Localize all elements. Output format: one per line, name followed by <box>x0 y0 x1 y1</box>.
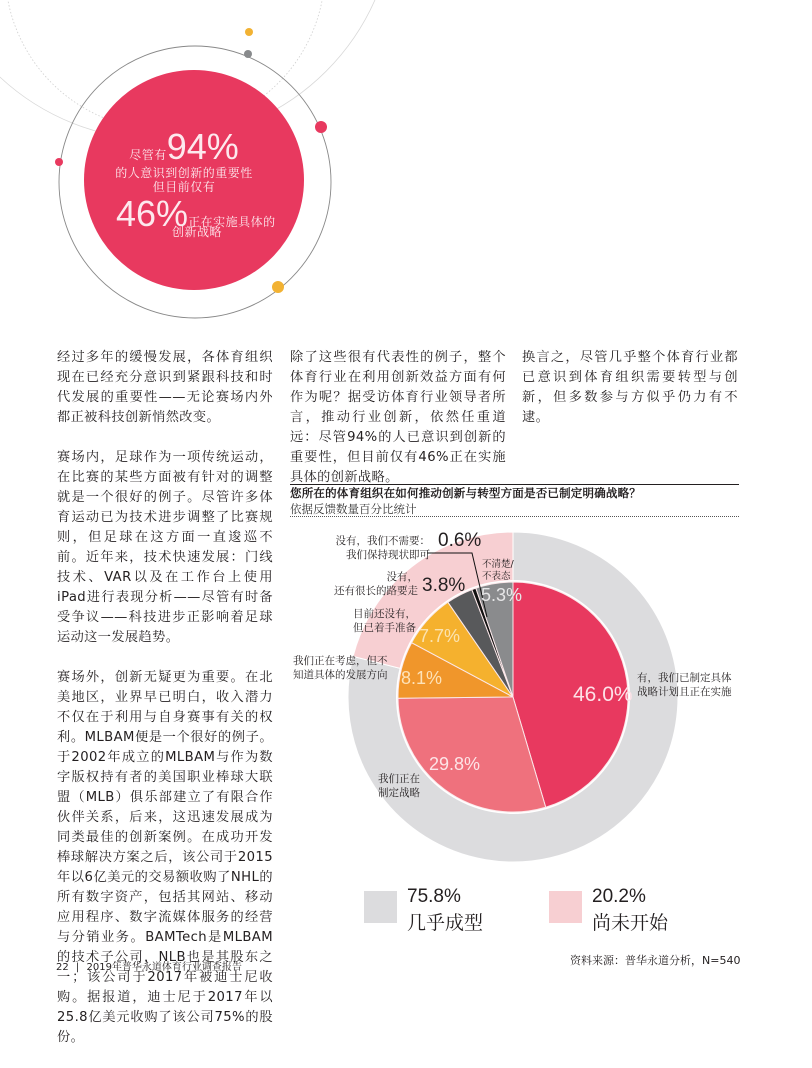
value-46.0: 46.0% <box>573 683 633 706</box>
label-preparing: 目前还没有， 但已着手准备 <box>353 608 416 634</box>
paragraph: 赛场外，创新无疑更为重要。在北美地区，业界早已明白，收入潜力不仅在于利用与自身赛事有关的权利。MLBAM便是一个很好的例子。于2002年成立的MLBAM与作为数字版权持有者的美国职业棒球大联盟（MLB）俱乐部建立了有限合作伙伴关系，后来，这迅速发展成为同类最佳的创新案例。在成功开发棒球解决方案之后，该公司于2015年以6亿美元的交易额收购了NHL的所有数字资产，包括其网站、移动应用程序、数字流媒体服务的经营与分销业务。BAMTech是MLBAM的技术子公司，NLB也是其股东之一；该公司于2017年被迪士尼收购。据报道，迪士尼于2017年以25.8亿美元收购了该公司75%的股份。 <box>57 670 273 1045</box>
page-number: 22 <box>56 962 69 973</box>
paragraph: 换言之，尽管几乎整个体育行业都已意识到体育组织需要转型与创新，但多数参与方似乎仍力有不逮。 <box>522 350 738 425</box>
paragraph: 赛场内，足球作为一项传统运动，在比赛的某些方面被有针对的调整就是一个很好的例子。尽管许多体育运动已为技术进步调整了比赛规则，但足球在这方面一直逡巡不前。近年来，技术快速发展：门线技术、VAR以及在工作台上使用iPad进行表现分析——尽管有时备受争议——科技进步正影响着足球运动这一发展趋势。 <box>57 450 273 645</box>
footer-separator: | <box>75 962 80 973</box>
legend-swatch-not-started <box>549 891 582 923</box>
report-title: 2019年普华永道体育行业调查报告 <box>86 962 242 973</box>
label-unclear: 不清楚/ 不表态 <box>482 559 514 582</box>
label-long-way: 没有， 还有很长的路要走 <box>334 571 418 597</box>
value-7.7: 7.7% <box>419 626 461 646</box>
hero-line5: 创新战略 <box>172 225 223 240</box>
paragraph: 除了这些很有代表性的例子，整个体育行业在利用创新效益方面有何作为呢？据受访体育行业领导者所言，推动行业创新，依然任重道远：尽管94%的人已意识到创新的重要性，但目前仅有46%正在实施具体的创新战略。 <box>290 350 506 485</box>
value-3.8: 3.8% <box>422 575 466 596</box>
legend-swatch-formed <box>364 891 397 923</box>
label-considering: 我们正在考虑，但不 知道具体的发展方向 <box>293 655 388 681</box>
value-8.1: 8.1% <box>401 668 443 688</box>
value-29.8: 29.8% <box>429 754 481 774</box>
value-0.6: 0.6% <box>438 530 482 551</box>
legend-name-formed: 几乎成型 <box>407 912 484 934</box>
chart-title: 您所在的体育组织在如何推动创新与转型方面是否已制定明确战略？ <box>290 486 641 500</box>
page-footer <box>56 958 242 973</box>
legend-pct-not-started: 20.2% <box>592 886 646 907</box>
chart-subtitle: 依据反馈数量百分比统计 <box>290 502 417 516</box>
value-5.3: 5.3% <box>481 585 523 605</box>
chart-source: 资料来源：普华永道分析，N=540 <box>570 954 741 967</box>
hero-line3: 但目前仅有 <box>152 180 216 195</box>
label-yes-implementing: 有，我们已制定具体 战略计划且正在实施 <box>637 672 732 698</box>
paragraph: 经过多年的缓慢发展，各体育组织现在已经充分意识到紧跟科技和时代发展的重要性——无论赛场内外都正被科技创新悄然改变。 <box>57 350 273 425</box>
legend-name-not-started: 尚未开始 <box>592 912 669 934</box>
hero-line2: 的人意识到创新的重要性 <box>115 166 253 181</box>
hero-prefix: 尽管有 <box>129 148 167 162</box>
hero-stat-94: 94% <box>166 126 239 167</box>
label-no-need: 没有，我们不需要： 我们保持现状即可 <box>335 535 430 561</box>
hero-stat-46: 46% <box>116 193 189 234</box>
label-formulating: 我们正在 制定战略 <box>378 773 420 799</box>
hero-suffix: 正在实施具体的 <box>188 215 276 229</box>
legend-pct-formed: 75.8% <box>407 886 461 907</box>
